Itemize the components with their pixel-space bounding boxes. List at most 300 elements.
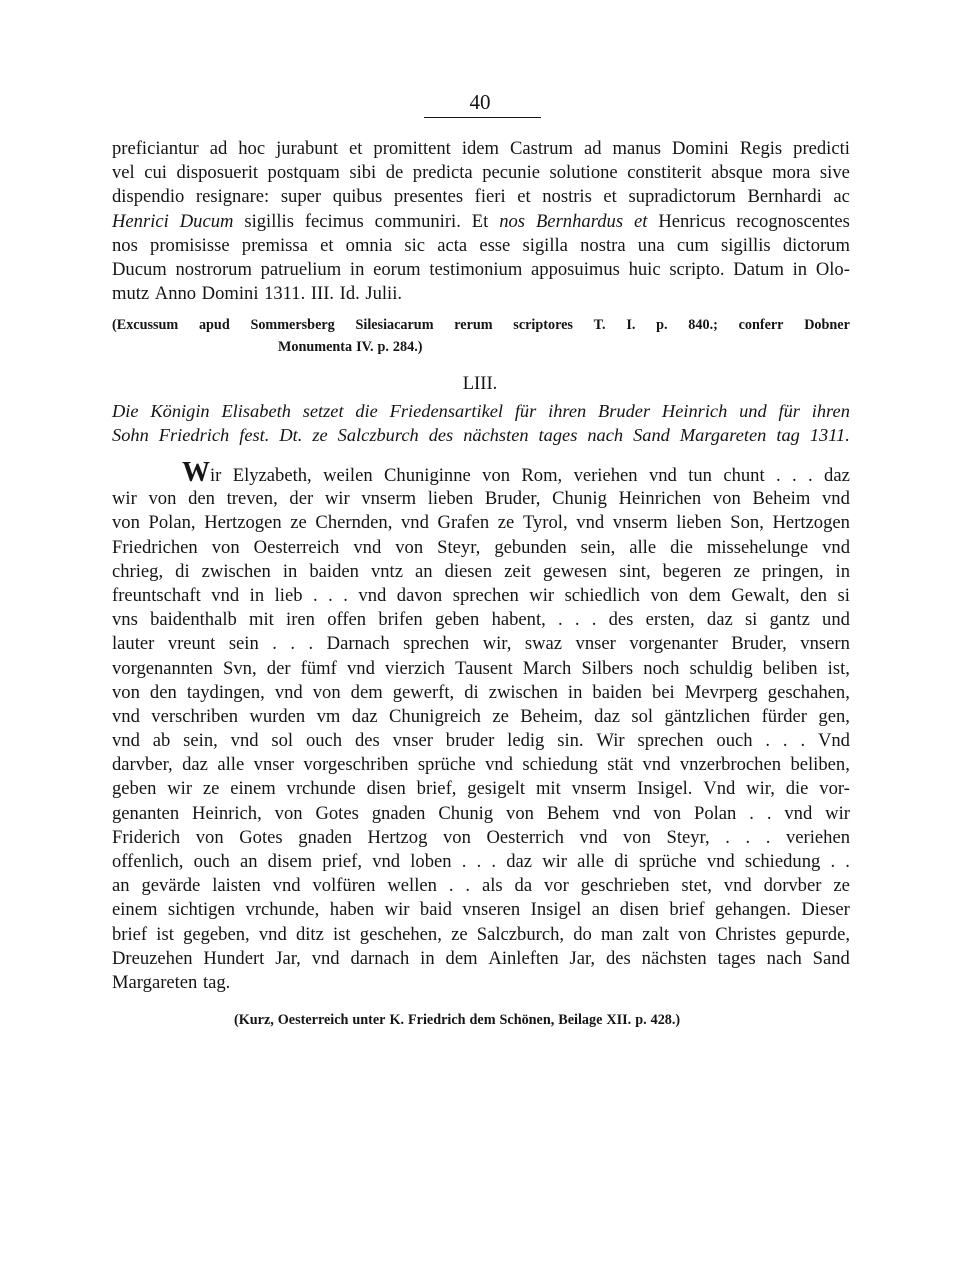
word: fecimus xyxy=(304,210,364,232)
word: vns xyxy=(112,609,138,631)
word: et xyxy=(603,186,617,208)
word: ze xyxy=(202,778,220,800)
word: cui xyxy=(144,162,167,184)
german-line xyxy=(112,729,850,753)
word: quibus xyxy=(332,186,383,208)
word: des xyxy=(354,730,380,752)
word: Insigel xyxy=(530,899,582,921)
word: vnd xyxy=(353,536,382,558)
word: ze xyxy=(312,425,328,445)
word: von xyxy=(623,826,651,848)
word: p. xyxy=(656,317,668,333)
german-line xyxy=(112,487,850,511)
word: geben xyxy=(112,778,157,800)
german-line xyxy=(112,705,850,729)
word: super xyxy=(280,186,322,208)
word: von xyxy=(274,802,303,824)
word: Dobner xyxy=(804,317,850,333)
word: offenlich, xyxy=(112,851,184,872)
word: vor xyxy=(544,875,569,897)
word: predicti xyxy=(793,138,850,159)
word: taydingen, xyxy=(186,681,265,703)
word: loben xyxy=(410,851,452,872)
word: Sohn xyxy=(112,425,149,445)
word: vierzich xyxy=(385,657,445,679)
german-line xyxy=(112,681,850,705)
word: tag xyxy=(776,425,800,445)
word: da xyxy=(514,875,533,897)
word: 284.) xyxy=(392,339,423,355)
word: constiterit xyxy=(627,162,702,184)
word: . xyxy=(765,730,771,752)
word: gantz xyxy=(769,609,810,631)
word: vm xyxy=(316,705,341,727)
word: chunt xyxy=(723,465,765,486)
word: lieben xyxy=(427,488,474,510)
word: mora xyxy=(772,162,811,184)
heading-line xyxy=(112,423,850,447)
word: schiedlich xyxy=(564,584,640,606)
word: Beheim, xyxy=(520,705,583,727)
word: . xyxy=(448,875,454,897)
word: Oesterreich xyxy=(277,1012,349,1028)
word: vnd xyxy=(272,875,301,897)
word: tag. xyxy=(202,971,231,993)
word: wir xyxy=(825,802,850,824)
word: stät xyxy=(607,754,634,776)
word: an xyxy=(112,875,130,897)
word: für xyxy=(778,401,800,421)
word: Hertzogen xyxy=(772,512,850,534)
word: (Kurz, xyxy=(234,1012,274,1028)
word: Vnd xyxy=(817,730,850,752)
word: sic xyxy=(404,234,425,256)
word: von xyxy=(312,681,341,703)
word: nos xyxy=(499,210,526,232)
word: in xyxy=(835,560,850,582)
word: Dt. xyxy=(279,425,303,445)
word: Chunig xyxy=(552,488,607,510)
word: sein xyxy=(228,633,259,655)
word: geschehen, xyxy=(359,923,442,945)
german-line xyxy=(112,608,850,632)
word: vnd xyxy=(723,875,752,897)
word: nach xyxy=(587,425,624,445)
word: Hundert xyxy=(203,947,265,969)
word: ouch xyxy=(305,730,343,752)
note-line xyxy=(112,336,850,358)
word: tun xyxy=(688,465,712,486)
german-line xyxy=(112,898,850,922)
word: supradictorum xyxy=(628,186,736,208)
word: sprüche xyxy=(417,754,476,776)
heading-line xyxy=(112,399,850,423)
word: Castrum xyxy=(509,138,573,159)
page-number: 40 xyxy=(469,90,491,114)
word: und xyxy=(739,401,767,421)
word: Dieser xyxy=(801,899,850,921)
word: vnseren xyxy=(462,899,521,921)
word: vnser xyxy=(575,633,616,655)
word: brief, xyxy=(416,778,457,800)
word: vnserm xyxy=(361,488,417,510)
word: . xyxy=(808,465,813,486)
word: lieb xyxy=(274,584,303,606)
word: Regis xyxy=(739,138,783,159)
word: testimonium xyxy=(429,258,523,280)
word: di xyxy=(464,681,479,703)
word: idem xyxy=(461,138,500,159)
word: mit xyxy=(535,778,561,800)
word: setzet xyxy=(302,401,344,421)
word: Id. xyxy=(339,283,360,305)
word: vnd xyxy=(230,730,259,752)
word: fümf xyxy=(300,657,337,679)
word: gehangen. xyxy=(714,899,791,921)
word: von xyxy=(443,826,471,848)
word: Datum xyxy=(733,258,784,280)
word: wir xyxy=(542,851,567,872)
word: beliben xyxy=(762,657,818,679)
word: ist xyxy=(156,923,174,945)
word: presentes xyxy=(393,186,464,208)
word: Elisabeth xyxy=(221,401,291,421)
word: schiedung xyxy=(522,754,598,776)
word: promisisse xyxy=(150,234,230,256)
word: vnd xyxy=(358,584,387,606)
word: di xyxy=(175,560,190,582)
word: sein, xyxy=(183,730,218,752)
word: alle xyxy=(217,754,245,776)
word: Bruder, xyxy=(484,488,541,510)
word: T. xyxy=(593,317,606,333)
word: begeren xyxy=(662,560,722,582)
word: Steyr, xyxy=(437,536,481,558)
word: . xyxy=(766,802,772,824)
word: baiden xyxy=(309,560,359,582)
latin-line xyxy=(112,210,850,234)
word: alle xyxy=(629,536,657,558)
word: omnia xyxy=(345,234,393,256)
word: von xyxy=(195,826,224,848)
word: . xyxy=(272,633,277,655)
word: pecunie xyxy=(482,162,541,184)
word: . xyxy=(765,826,771,848)
word: disen xyxy=(366,778,406,800)
word: offen xyxy=(327,609,367,631)
latin-line xyxy=(112,161,850,185)
word: Wir xyxy=(596,730,625,752)
word: ist, xyxy=(827,657,850,679)
word: sol xyxy=(271,730,294,752)
word: absque xyxy=(711,162,763,184)
word: fürder xyxy=(761,705,808,727)
german-line xyxy=(112,632,850,656)
word: conferr xyxy=(738,317,784,333)
word: wir xyxy=(529,584,555,606)
word: . xyxy=(558,609,563,631)
source-note-1 xyxy=(112,314,850,358)
word: . xyxy=(845,851,850,872)
word: von xyxy=(148,488,177,510)
word: Mevrperg xyxy=(684,681,758,703)
word: vnd xyxy=(211,584,240,606)
word: nach xyxy=(766,947,802,969)
word: freuntschaft xyxy=(112,584,201,606)
word: Darnach xyxy=(326,633,390,655)
note-line xyxy=(112,1009,850,1031)
word: vnd xyxy=(372,851,401,872)
word: darvber, xyxy=(112,754,173,776)
word: geben xyxy=(434,609,480,631)
word: sprüche xyxy=(638,851,697,872)
word: nostrorum xyxy=(175,258,252,280)
word: ditz xyxy=(295,923,324,945)
word: K. xyxy=(389,1012,405,1028)
word: die xyxy=(670,536,693,558)
word: 1311. xyxy=(809,425,850,445)
word: bruder xyxy=(445,730,495,752)
word: Polan xyxy=(693,802,737,824)
word: vrchunde, xyxy=(245,899,320,921)
word: . xyxy=(312,584,318,606)
word: March xyxy=(522,657,572,679)
word: Chuniginne xyxy=(384,465,471,486)
word: sigillis xyxy=(721,234,771,256)
german-line xyxy=(112,802,850,826)
word: und xyxy=(822,609,850,631)
word: an xyxy=(415,560,433,582)
word: esse xyxy=(479,234,511,256)
word: von xyxy=(506,802,534,824)
word: sol xyxy=(631,705,654,727)
german-line xyxy=(112,826,850,850)
word: vnd xyxy=(112,705,140,727)
word: . xyxy=(792,465,797,486)
word: daz xyxy=(351,705,378,727)
word: do xyxy=(573,923,592,945)
word: gevärde xyxy=(141,875,201,897)
word: dictorum xyxy=(782,234,850,256)
word: Rom, xyxy=(521,465,563,486)
word: solutione xyxy=(549,162,618,184)
word: scriptores xyxy=(513,317,573,333)
word: . xyxy=(491,851,497,872)
word: III. xyxy=(310,283,335,305)
word: resignare: xyxy=(195,186,270,208)
word: . xyxy=(574,609,580,631)
word: p. xyxy=(635,1012,647,1028)
word: schiedung xyxy=(744,851,821,872)
word: wir, xyxy=(482,633,512,655)
word: Bruder xyxy=(598,401,651,421)
word: baid xyxy=(419,899,452,921)
word: Silbers xyxy=(581,657,634,679)
word: Henricus xyxy=(658,210,726,232)
word: von xyxy=(211,536,240,558)
word: vreunt xyxy=(167,633,216,655)
word: einem xyxy=(112,899,158,921)
word: Oesterrich xyxy=(486,826,564,848)
word: des xyxy=(605,947,631,969)
word: vnd xyxy=(821,488,850,510)
word: diesen xyxy=(444,560,493,582)
word: communiri. xyxy=(374,210,461,232)
word: gnaden xyxy=(298,826,352,848)
word: lauter xyxy=(112,633,155,655)
word: einem xyxy=(230,778,276,800)
word: Königin xyxy=(150,401,210,421)
source-note-2 xyxy=(112,1009,850,1031)
word: die xyxy=(355,401,378,421)
word: I. xyxy=(626,317,636,333)
word: 1311. xyxy=(264,283,306,305)
word: Heinrich xyxy=(661,401,728,421)
word: ab xyxy=(152,730,171,752)
word: ac xyxy=(833,186,850,208)
word: Hertzog xyxy=(367,826,428,848)
word: vnserm xyxy=(571,778,627,800)
word: den xyxy=(149,681,177,703)
word: Bruder, xyxy=(731,633,787,655)
word: vel xyxy=(112,162,135,184)
word: vnd xyxy=(706,851,735,872)
word: vnserm xyxy=(612,512,668,534)
word: ersten, xyxy=(645,609,695,631)
word: der xyxy=(266,657,291,679)
word: sigillis xyxy=(244,210,294,232)
german-line xyxy=(112,971,850,995)
word: ledig xyxy=(507,730,545,752)
word: Bernhardi xyxy=(747,186,822,208)
word: acta xyxy=(437,234,468,256)
word: Tyrol, xyxy=(522,512,568,534)
latin-line xyxy=(112,185,850,209)
word: Sand xyxy=(633,425,670,445)
german-line xyxy=(112,753,850,777)
word: manus xyxy=(612,138,662,159)
word: sibi xyxy=(349,162,377,184)
word: si xyxy=(744,609,758,631)
drop-initial: W xyxy=(182,457,210,488)
word: ihren xyxy=(811,401,850,421)
latin-paragraph xyxy=(112,137,850,306)
word: darnach xyxy=(350,947,410,969)
word: gewesen xyxy=(543,560,608,582)
word: gnaden xyxy=(371,802,426,824)
word: p. xyxy=(377,339,389,355)
word: Ainleften xyxy=(488,947,559,969)
word: sein, xyxy=(580,536,616,558)
word: ze xyxy=(733,560,751,582)
word: dorvber xyxy=(763,875,822,897)
word: an xyxy=(591,899,610,921)
word: et xyxy=(320,234,334,256)
german-line xyxy=(112,560,850,584)
word: vnd xyxy=(612,802,641,824)
word: laisten xyxy=(212,875,261,897)
word: . xyxy=(782,730,788,752)
word: promittent xyxy=(373,138,451,159)
word: Ducum xyxy=(179,210,234,232)
word: vnzerbrochen xyxy=(679,754,782,776)
word: Olo- xyxy=(815,258,850,280)
word: den xyxy=(188,488,215,510)
word: . xyxy=(749,802,754,824)
word: jurabunt xyxy=(276,138,339,159)
word: alle xyxy=(577,851,605,872)
word: Monumenta xyxy=(278,339,353,355)
word: vnd xyxy=(346,657,375,679)
word: gesigelt xyxy=(467,778,526,800)
word: in xyxy=(249,584,265,606)
word: . xyxy=(290,633,296,655)
word: dem xyxy=(688,584,721,606)
word: Friedrichen xyxy=(112,536,198,558)
word: Schönen, xyxy=(499,1012,555,1028)
word: nostris xyxy=(542,186,592,208)
word: schuldig xyxy=(689,657,753,679)
word: daz xyxy=(594,705,620,727)
word: hoc xyxy=(238,138,266,159)
word: tages xyxy=(717,947,756,969)
word: Jar, xyxy=(569,947,596,969)
word: Salczburch xyxy=(337,425,419,445)
word: . xyxy=(725,826,730,848)
word: gewerft, xyxy=(392,681,455,703)
word: Elyzabeth, xyxy=(232,465,312,486)
word: von xyxy=(482,465,511,486)
word: vnd xyxy=(112,730,140,752)
word: . xyxy=(830,851,836,872)
word: Sommersberg xyxy=(250,317,335,333)
word: Margareten xyxy=(112,971,198,993)
word: swaz xyxy=(524,633,563,655)
word: wir, xyxy=(746,778,775,800)
word: vorgeschriben xyxy=(303,754,409,776)
word: cum xyxy=(676,234,709,256)
word: Gewalt, xyxy=(731,584,790,606)
word: Et xyxy=(471,210,489,232)
german-line xyxy=(112,777,850,801)
word: vnd xyxy=(401,512,429,534)
word: von xyxy=(112,512,140,534)
word: wir xyxy=(384,899,410,921)
word: daz xyxy=(506,851,533,872)
note-line xyxy=(112,314,850,336)
word: von xyxy=(112,681,140,703)
word: Chunigreich xyxy=(389,705,481,727)
word: huic xyxy=(628,258,661,280)
word: . xyxy=(800,730,806,752)
word: Friedrich xyxy=(158,425,230,445)
word: veriehen xyxy=(785,826,850,848)
word: beliben, xyxy=(790,754,850,776)
word: scripto. xyxy=(669,258,725,280)
word: gepurde, xyxy=(785,923,850,945)
word: in xyxy=(420,947,435,969)
word: ad xyxy=(209,138,228,159)
word: . xyxy=(343,584,348,606)
word: noch xyxy=(643,657,680,679)
word: für xyxy=(514,401,537,421)
word: nächsten xyxy=(463,425,529,445)
word: fest. xyxy=(239,425,270,445)
german-paragraph xyxy=(112,457,850,995)
word: di xyxy=(614,851,629,872)
german-line-first xyxy=(112,457,850,488)
word: 840.; xyxy=(688,317,718,333)
